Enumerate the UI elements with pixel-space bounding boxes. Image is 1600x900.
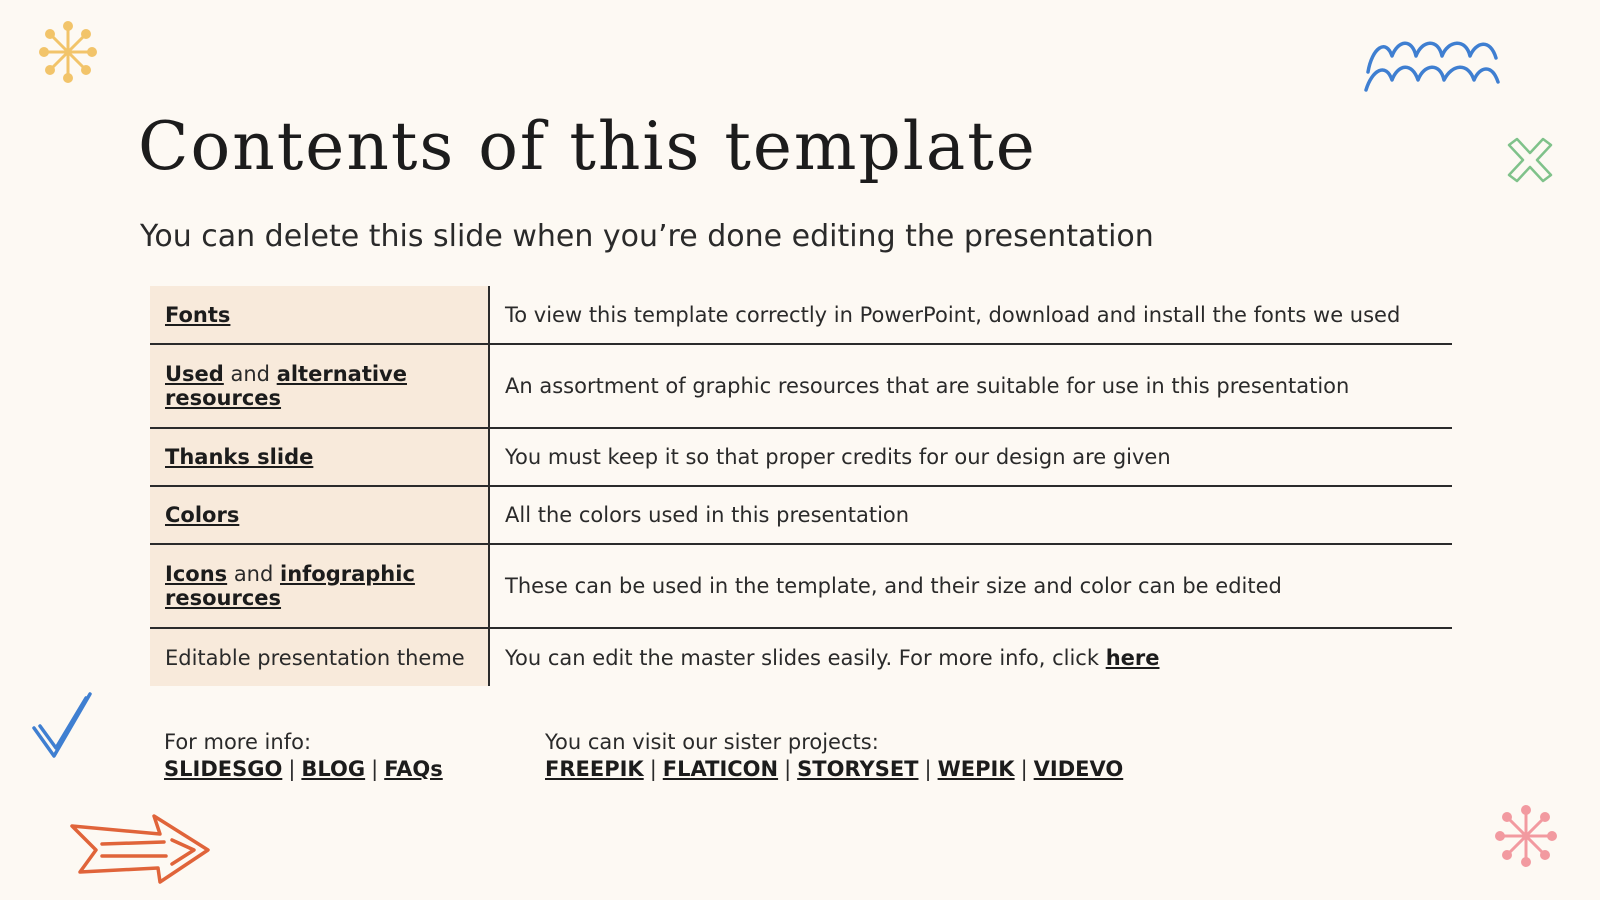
slidesgo-link[interactable]: SLIDESGO (164, 757, 283, 781)
editable-theme-label: Editable presentation theme (165, 645, 465, 670)
here-link[interactable]: here (1105, 645, 1160, 670)
sister-project-links (545, 756, 1123, 783)
infographic-resources-link[interactable]: infographic resources (165, 562, 415, 610)
label-connector: and (227, 562, 280, 586)
more-info-links (164, 756, 443, 783)
table-row (150, 286, 1452, 344)
row-description: You must keep it so that proper credits for our design are given (505, 445, 1171, 469)
blog-link[interactable]: BLOG (301, 757, 366, 781)
row-description: To view this template correctly in PowerPoint, download and install the fonts we used (505, 302, 1401, 327)
arrow-icon (68, 812, 214, 888)
thanks-slide-link[interactable]: Thanks slide (165, 445, 314, 469)
row-label (150, 428, 489, 486)
table-row (150, 344, 1452, 428)
description-text: You can edit the master slides easily. For more info, click (505, 645, 1106, 670)
row-description: An assortment of graphic resources that are suitable for use in this presentation (505, 374, 1350, 398)
table-row (150, 486, 1452, 544)
row-label (150, 286, 489, 344)
link-separator: | (924, 757, 932, 781)
storyset-link[interactable]: STORYSET (797, 757, 919, 781)
faqs-link[interactable]: FAQs (384, 757, 443, 781)
row-label (150, 344, 489, 428)
checkmark-icon (30, 690, 96, 762)
more-info-label: For more info: (164, 730, 312, 754)
sparkle-star-icon (1495, 805, 1557, 867)
icons-link[interactable]: Icons (165, 562, 228, 586)
row-description (489, 628, 1452, 686)
sparkle-star-icon (36, 20, 100, 84)
slide-title: Contents of this template (138, 108, 1037, 185)
label-connector: and (223, 362, 277, 386)
slide-subtitle: You can delete this slide when you’re done editing the presentation (140, 219, 1154, 254)
link-separator: | (371, 757, 379, 781)
cross-mark-icon (1505, 135, 1555, 185)
table-row (150, 628, 1452, 686)
row-label (150, 486, 489, 544)
squiggle-waves-icon (1362, 30, 1502, 100)
link-separator: | (649, 757, 657, 781)
row-label (150, 628, 489, 686)
table-row (150, 544, 1452, 628)
contents-table (150, 286, 1452, 686)
sister-projects-label: You can visit our sister projects: (545, 730, 879, 754)
used-resources-link[interactable]: Used (165, 362, 224, 386)
fonts-link[interactable]: Fonts (165, 302, 231, 327)
sister-projects-block (545, 729, 1123, 783)
row-description: All the colors used in this presentation (505, 503, 910, 527)
link-separator: | (288, 757, 296, 781)
row-description: These can be used in the template, and their size and color can be edited (505, 574, 1282, 598)
wepik-link[interactable]: WEPIK (937, 757, 1015, 781)
table-row (150, 428, 1452, 486)
videvo-link[interactable]: VIDEVO (1033, 757, 1124, 781)
flaticon-link[interactable]: FLATICON (662, 757, 779, 781)
freepik-link[interactable]: FREEPIK (545, 757, 644, 781)
link-separator: | (784, 757, 792, 781)
link-separator: | (1020, 757, 1028, 781)
colors-link[interactable]: Colors (165, 503, 240, 527)
alternative-resources-link[interactable]: alternative resources (165, 362, 407, 410)
more-info-block (164, 729, 443, 783)
row-label (150, 544, 489, 628)
